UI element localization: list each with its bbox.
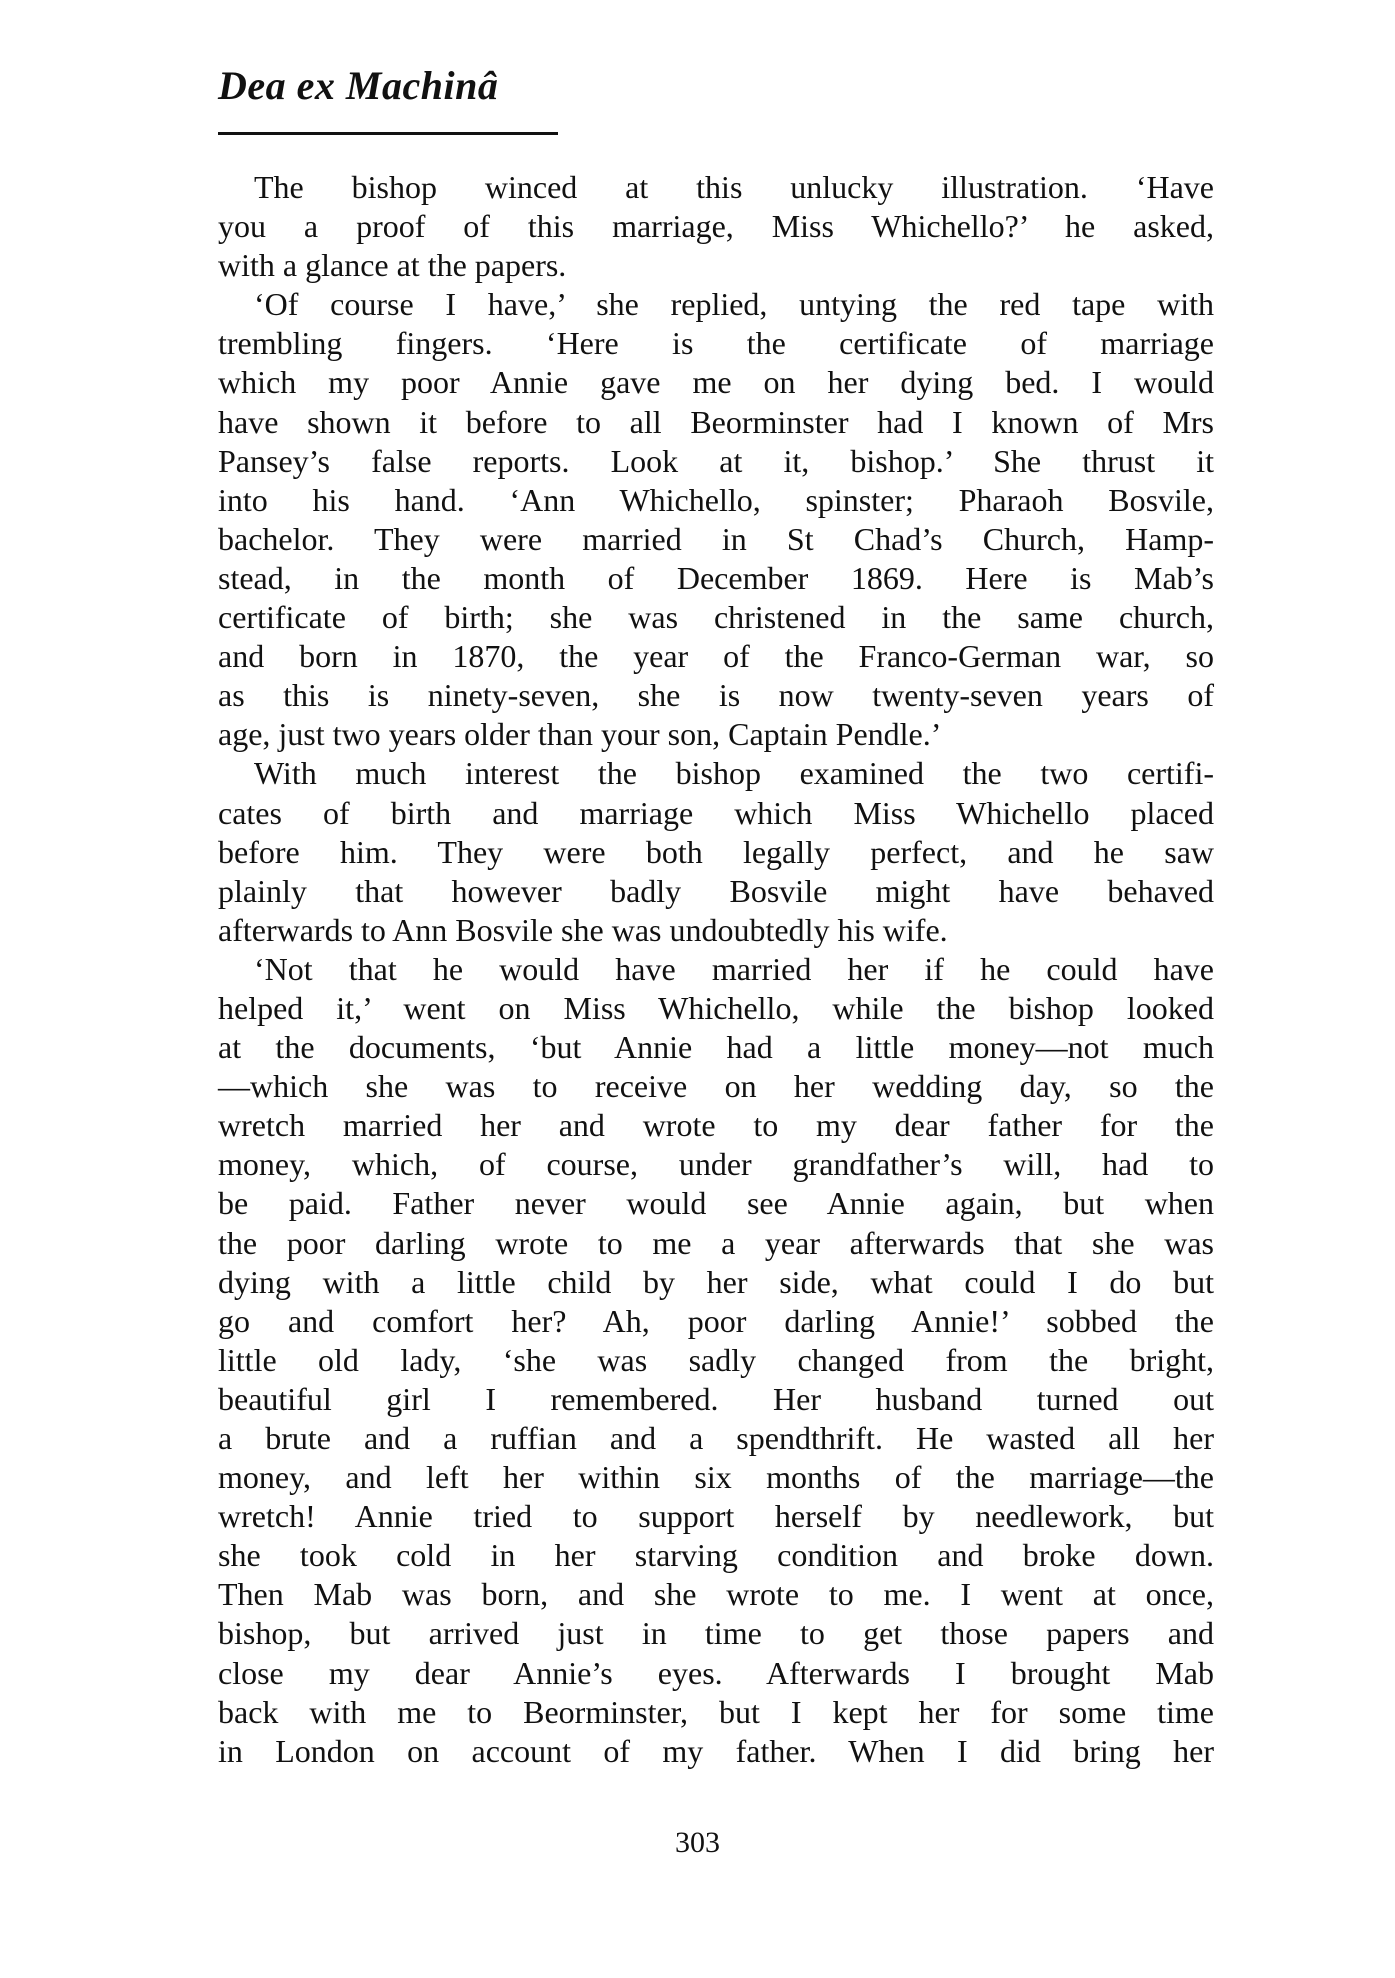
text-line: money, and left her within six months of the marriage—the xyxy=(218,1459,1214,1496)
text-line: at the documents, ‘but Annie had a little money—not much xyxy=(218,1029,1214,1066)
page-body-text xyxy=(218,168,1214,1771)
page-number: 303 xyxy=(675,1826,720,1859)
text-line: a brute and a ruffian and a spendthrift. He wasted all her xyxy=(218,1420,1214,1456)
header-rule xyxy=(218,132,558,135)
text-line: the poor darling wrote to me a year afterwards that she was xyxy=(218,1224,1214,1261)
text-line: The bishop winced at this unlucky illustration. ‘Have xyxy=(254,169,1214,205)
text-line: and born in 1870, the year of the Franco-German war, so xyxy=(218,638,1214,675)
text-line: wretch! Annie tried to support herself by needlework, but xyxy=(218,1498,1214,1535)
text-line: ‘Of course I have,’ she replied, untying the red tape with xyxy=(254,286,1214,323)
text-line: with a glance at the papers. xyxy=(218,247,567,284)
text-line: With much interest the bishop examined the two certifi- xyxy=(254,755,1214,792)
text-line: into his hand. ‘Ann Whichello, spinster; Pharaoh Bosvile, xyxy=(218,481,1214,518)
text-line: have shown it before to all Beorminster had I known of Mrs xyxy=(218,403,1214,440)
text-line: ‘Not that he would have married her if he could have xyxy=(254,950,1214,987)
text-line: close my dear Annie’s eyes. Afterwards I brought Mab xyxy=(218,1654,1214,1691)
text-line: plainly that however badly Bosvile might have behaved xyxy=(218,872,1214,909)
text-line: back with me to Beorminster, but I kept her for some time xyxy=(218,1693,1214,1730)
text-line: stead, in the month of December 1869. Here is Mab’s xyxy=(218,559,1214,596)
text-line: age, just two years older than your son, Captain Pendle.’ xyxy=(218,716,942,753)
text-line: before him. They were both legally perfect, and he saw xyxy=(218,833,1214,870)
text-line: helped it,’ went on Miss Whichello, while the bishop looked xyxy=(218,989,1214,1026)
running-head-title: Dea ex Machinâ xyxy=(218,63,499,108)
text-line: dying with a little child by her side, what could I do but xyxy=(218,1263,1214,1300)
text-line: —which she was to receive on her wedding day, so the xyxy=(218,1068,1214,1105)
text-line: wretch married her and wrote to my dear father for the xyxy=(218,1107,1214,1144)
text-line: cates of birth and marriage which Miss Whichello placed xyxy=(218,794,1214,831)
text-line: little old lady, ‘she was sadly changed from the bright, xyxy=(218,1341,1214,1378)
text-line: trembling fingers. ‘Here is the certificate of marriage xyxy=(218,325,1214,362)
text-line: bishop, but arrived just in time to get those papers and xyxy=(218,1615,1214,1652)
text-line: as this is ninety-seven, she is now twenty-seven years of xyxy=(218,677,1214,714)
text-line: Then Mab was born, and she wrote to me. I went at once, xyxy=(218,1576,1214,1613)
text-line: bachelor. They were married in St Chad’s Church, Hamp- xyxy=(218,520,1214,557)
text-line: go and comfort her? Ah, poor darling Annie!’ sobbed the xyxy=(218,1302,1214,1339)
text-line: beautiful girl I remembered. Her husband turned out xyxy=(218,1380,1214,1417)
text-line: Pansey’s false reports. Look at it, bishop.’ She thrust it xyxy=(218,442,1214,479)
text-line: afterwards to Ann Bosvile she was undoubtedly his wife. xyxy=(218,911,948,948)
text-line: you a proof of this marriage, Miss Whichello?’ he asked, xyxy=(218,208,1214,245)
text-line: which my poor Annie gave me on her dying bed. I would xyxy=(218,364,1214,401)
text-line: in London on account of my father. When I did bring her xyxy=(218,1732,1214,1769)
text-line: money, which, of course, under grandfather’s will, had to xyxy=(218,1146,1214,1183)
text-line: she took cold in her starving condition and broke down. xyxy=(218,1537,1214,1574)
text-line: certificate of birth; she was christened in the same church, xyxy=(218,599,1214,636)
text-line: be paid. Father never would see Annie again, but when xyxy=(218,1185,1214,1222)
